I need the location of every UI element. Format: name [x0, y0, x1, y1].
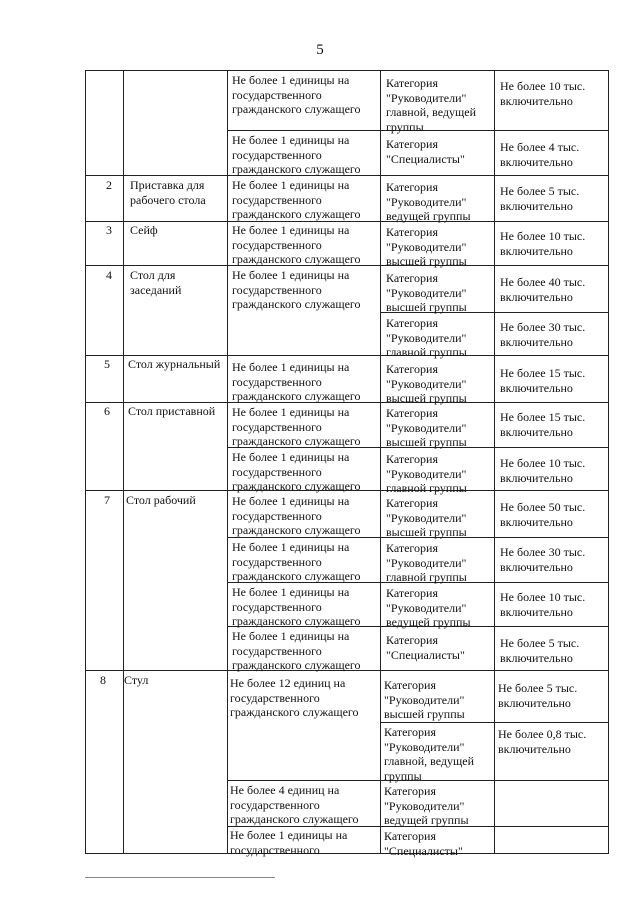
quantity-cell: Не более 1 единицы на государственного гражданского служащего [232, 268, 361, 312]
item-name: Стол журнальный [128, 357, 221, 371]
price-cell: Не более 30 тыс. включительно [500, 545, 586, 574]
sub-row-divider [380, 722, 609, 723]
category-cell: Категория "Руководители" главной группы [386, 541, 467, 585]
quantity-cell: Не более 1 единицы на государственного гражданского служащего [232, 223, 361, 267]
row-number: 6 [104, 404, 110, 418]
quantity-cell: Не более 1 единицы на государственного гражданского служащего [232, 133, 361, 177]
column-divider [123, 70, 124, 853]
quantity-cell: Не более 4 единиц на государственного гражданского служащего [230, 783, 359, 827]
quantity-cell: Не более 1 единицы на государственного гражданского служащего [232, 629, 361, 673]
price-cell: Не более 50 тыс. включительно [500, 500, 586, 529]
quantity-cell: Не более 1 единицы на государственного гражданского служащего [232, 360, 361, 404]
price-cell: Не более 5 тыс. включительно [498, 681, 578, 710]
price-cell: Не более 10 тыс. включительно [500, 79, 586, 108]
item-name: Стол рабочий [126, 493, 196, 507]
category-cell: Категория "Руководители" высшей группы [386, 406, 467, 450]
row-number: 7 [104, 493, 110, 507]
category-cell: Категория "Руководители" высшей группы [386, 496, 467, 540]
item-name: Стол приставной [128, 404, 216, 418]
column-divider [227, 70, 228, 853]
page-number: 5 [316, 42, 324, 58]
item-name: Стул [124, 673, 149, 687]
row-number: 3 [106, 223, 112, 237]
category-cell: Категория "Специалисты" [386, 633, 465, 662]
row-number: 8 [100, 673, 106, 687]
row-number: 5 [104, 357, 110, 371]
column-divider [494, 70, 495, 853]
quantity-cell: Не более 1 единицы на государственного гражданского служащего [232, 73, 361, 117]
category-cell: Категория "Руководители" высшей группы [384, 678, 465, 722]
quantity-cell: Не более 1 единицы на государственного гражданского служащего [232, 450, 361, 494]
category-cell: Категория "Руководители" ведущей группы [386, 586, 471, 630]
price-cell: Не более 30 тыс. включительно [500, 320, 586, 349]
price-cell: Не более 0,8 тыс. включительно [498, 727, 587, 756]
price-cell: Не более 5 тыс. включительно [500, 184, 580, 213]
quantity-cell: Не более 1 единицы на государственного [230, 828, 348, 857]
category-cell: Категория "Руководители" главной, ведущей группы [384, 725, 474, 783]
row-divider [85, 355, 609, 356]
quantity-cell: Не более 1 единицы на государственного гражданского служащего [232, 405, 361, 449]
category-cell: Категория "Руководители" высшей группы [386, 362, 467, 406]
category-cell: Категория "Руководители" высшей группы [386, 225, 467, 269]
quantity-cell: Не более 12 единиц на государственного гражданского служащего [230, 676, 359, 720]
category-cell: Категория "Руководители" главной группы [386, 452, 467, 496]
category-cell: Категория "Специалисты" [386, 137, 465, 166]
item-name: Сейф [130, 223, 158, 237]
quantity-cell: Не более 1 единицы на государственного гражданского служащего [232, 540, 361, 584]
row-number: 2 [106, 178, 112, 192]
price-cell: Не более 4 тыс. включительно [500, 140, 580, 169]
price-cell: Не более 15 тыс. включительно [500, 410, 586, 439]
price-cell: Не более 15 тыс. включительно [500, 366, 586, 395]
item-name: Стол для заседаний [130, 268, 182, 297]
category-cell: Категория "Специалисты" [384, 829, 463, 858]
price-cell: Не более 10 тыс. включительно [500, 590, 586, 619]
footer-rule [85, 877, 275, 878]
row-divider [85, 70, 609, 71]
category-cell: Категория "Руководители" ведущей группы [386, 180, 471, 224]
table-border-left [85, 70, 86, 853]
price-cell: Не более 10 тыс. включительно [500, 229, 586, 258]
quantity-cell: Не более 1 единицы на государственного гражданского служащего [232, 178, 361, 222]
price-cell: Не более 40 тыс. включительно [500, 275, 586, 304]
quantity-cell: Не более 1 единицы на государственного гражданского служащего [232, 494, 361, 538]
table-border-right [608, 70, 609, 853]
price-cell: Не более 5 тыс. включительно [500, 636, 580, 665]
quantity-cell: Не более 1 единицы на государственного гражданского служащего [232, 585, 361, 629]
column-divider [380, 70, 381, 853]
row-number: 4 [106, 268, 112, 282]
price-cell: Не более 10 тыс. включительно [500, 456, 586, 485]
category-cell: Категория "Руководители" главной группы [386, 316, 467, 360]
category-cell: Категория "Руководители" высшей группы [386, 271, 467, 315]
category-cell: Категория "Руководители" главной, ведущей группы [386, 76, 476, 134]
item-name: Приставка для рабочего стола [130, 178, 206, 207]
category-cell: Категория "Руководители" ведущей группы [384, 784, 469, 828]
